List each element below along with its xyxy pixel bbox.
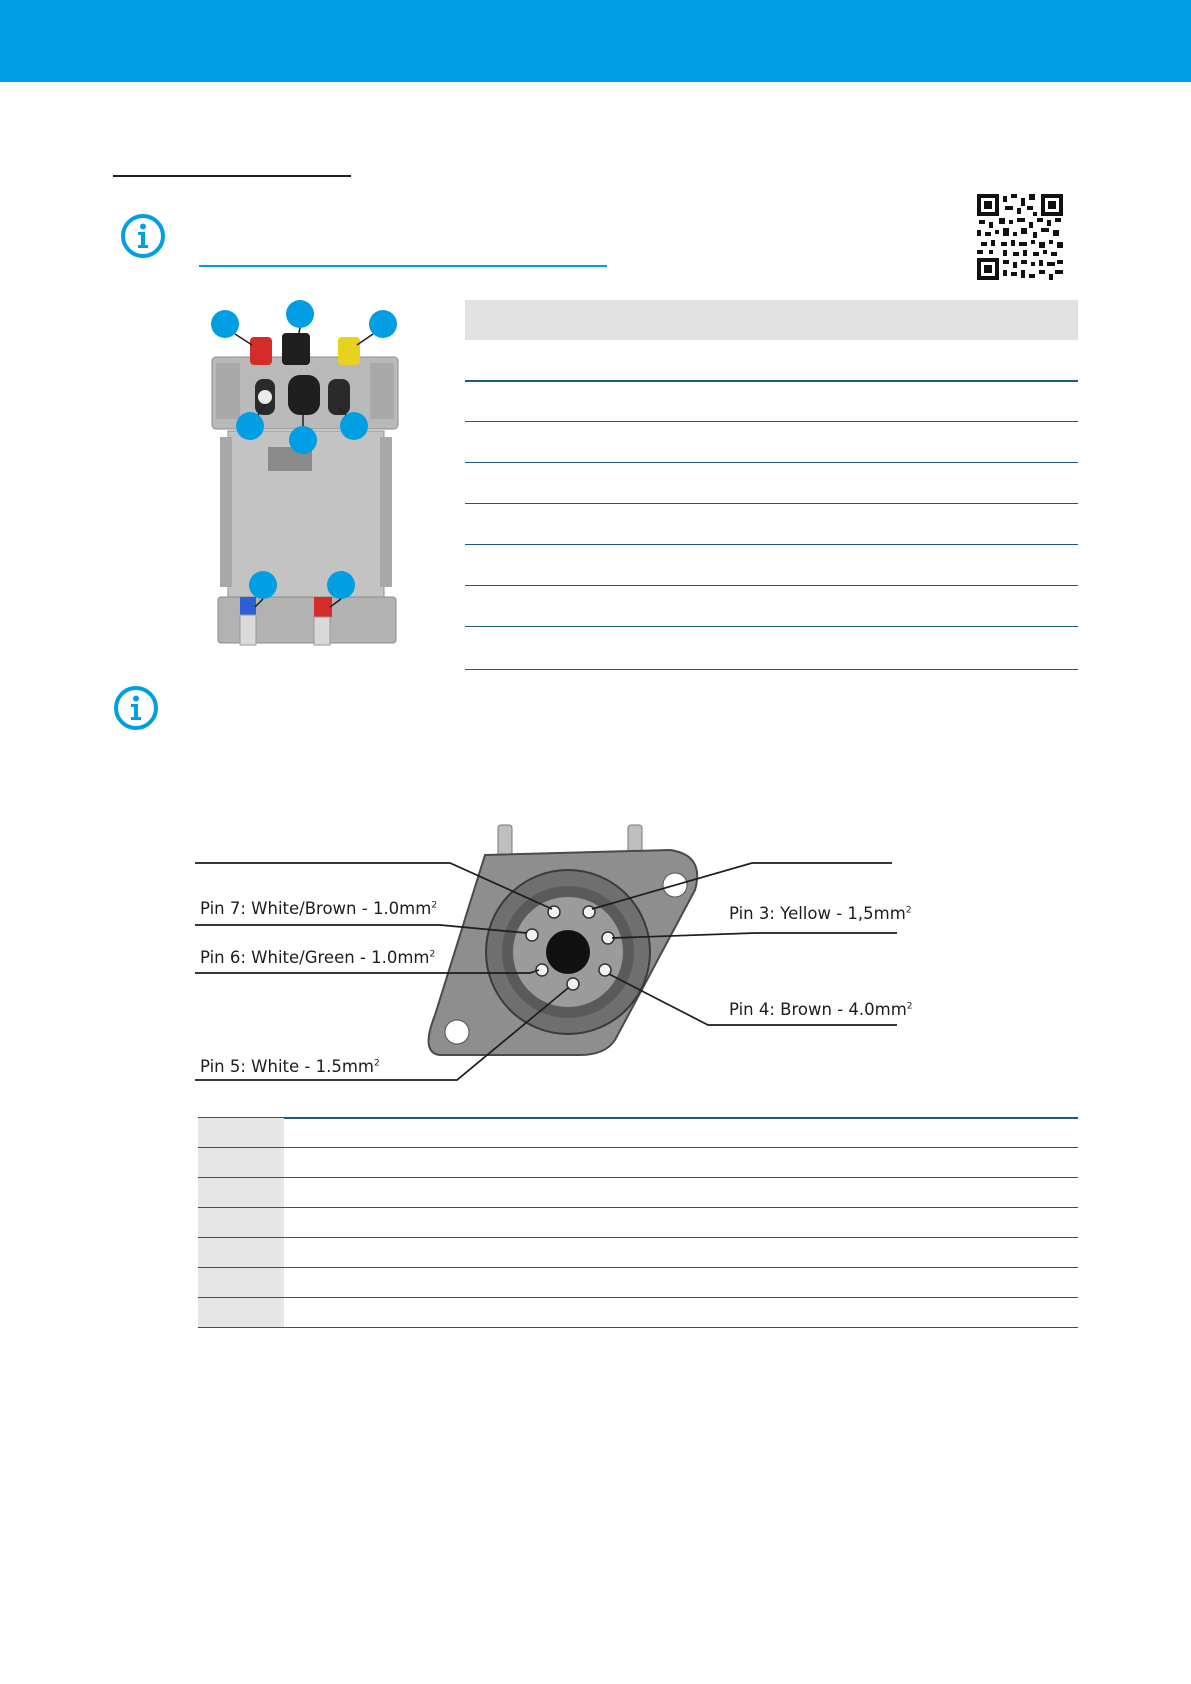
table-row-key <box>198 1118 284 1147</box>
pin5-label: Pin 5: White - $1.5mm^2$ <box>200 1057 380 1076</box>
table-row <box>465 627 1078 670</box>
table-row <box>198 1238 1078 1268</box>
connection-table-spacer <box>465 300 1078 341</box>
product-photo <box>210 297 410 667</box>
table-row <box>198 1118 1078 1148</box>
table-row <box>198 1148 1078 1178</box>
table-row-key <box>198 1238 284 1267</box>
table-row <box>198 1208 1078 1238</box>
table-row <box>198 1178 1078 1208</box>
table-row-key <box>198 1268 284 1297</box>
pin4-label: Pin 4: Brown - $4.0mm^2$ <box>729 1000 913 1019</box>
table-row-key <box>198 1298 284 1327</box>
table-row <box>465 545 1078 586</box>
pin6-label: Pin 6: White/Green - $1.0mm^2$ <box>200 948 436 967</box>
table-row-key <box>198 1148 284 1177</box>
pin3-label: Pin 3: Yellow - $1,5mm^2$ <box>729 904 912 923</box>
table-row <box>465 586 1078 627</box>
link-underline[interactable] <box>199 265 607 267</box>
table-row-key <box>198 1208 284 1237</box>
info-icon <box>120 213 166 259</box>
pin7-label: Pin 7: White/Brown - $1.0mm^2$ <box>200 899 438 918</box>
table-row <box>198 1298 1078 1328</box>
header-band <box>0 0 1191 82</box>
table-row <box>465 381 1078 422</box>
table-row <box>465 463 1078 504</box>
table-row <box>465 422 1078 463</box>
qr-code <box>977 194 1063 280</box>
table-row-key <box>198 1178 284 1207</box>
section-title-underline <box>113 175 351 177</box>
table-row <box>465 504 1078 545</box>
table-row <box>465 341 1078 381</box>
info-icon <box>113 685 159 731</box>
table-row <box>198 1268 1078 1298</box>
